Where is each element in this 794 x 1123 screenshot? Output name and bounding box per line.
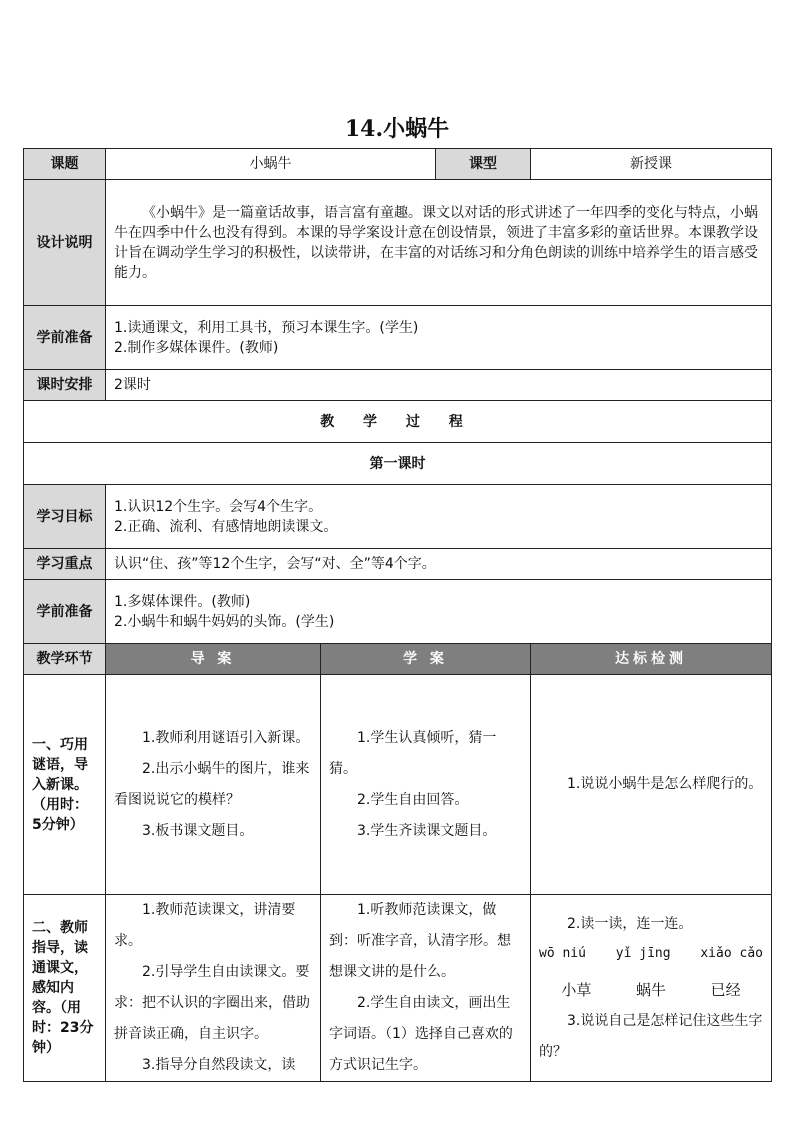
topic-value: 小蜗牛	[106, 149, 436, 180]
design-label: 设计说明	[24, 180, 106, 306]
focus-value: 认识“住、孩”等12个生字，会写“对、全”等4个字。	[106, 549, 772, 580]
guide-step: 1.教师利用谜语引入新课。	[142, 729, 310, 746]
check-step: 1.说说小蜗牛是怎么样爬行的。	[567, 776, 763, 792]
goals-items	[106, 485, 772, 549]
pinyin-row	[539, 940, 763, 974]
goal-item: 2.正确、流利、有感情地朗读课文。	[114, 518, 338, 535]
study-step: 1.听教师范读课文，做到：听准字音，认清字形。想想课文讲的是什么。	[329, 902, 511, 980]
prep2-label: 学前准备	[24, 580, 106, 644]
pinyin-item: xiǎo cǎo	[700, 945, 763, 961]
guide-step: 3.指导分自然段读文，读	[142, 1057, 296, 1073]
col-check-header: 达标检测	[531, 644, 772, 675]
stage-2-name: 二、教师指导，读通课文，感知内容。（用时：23分钟）	[24, 895, 106, 1082]
check-step: 2.读一读，连一连。	[567, 915, 693, 932]
word-item: 已经	[710, 980, 741, 999]
guide-step: 1.教师范读课文，讲清要求。	[114, 902, 296, 949]
col-guide-header: 导 案	[106, 644, 321, 675]
word-item: 小草	[561, 980, 592, 999]
word-row	[539, 974, 763, 1006]
goals-label: 学习目标	[24, 485, 106, 549]
stage-2-guide	[106, 895, 321, 1082]
type-label: 课型	[436, 149, 531, 180]
prep2-item: 2.小蜗牛和蜗牛妈妈的头饰。(学生)	[114, 613, 335, 630]
pinyin-item: yǐ jīng	[615, 945, 671, 961]
focus-label: 学习重点	[24, 549, 106, 580]
prep2-items	[106, 580, 772, 644]
prep-item: 2.制作多媒体课件。(教师)	[114, 339, 279, 356]
stage-1-guide	[106, 675, 321, 895]
schedule-value: 2课时	[106, 370, 772, 401]
stage-1-study	[321, 675, 531, 895]
stage-2-study	[321, 895, 531, 1082]
guide-step: 2.引导学生自由读课文。要求：把不认识的字圈出来，借助拼音读正确，自主识字。	[114, 964, 310, 1042]
process-title: 教 学 过 程	[24, 401, 772, 443]
study-step: 1.学生认真倾听，猜一猜。	[329, 729, 497, 777]
guide-step: 3.板书课文题目。	[142, 822, 254, 839]
pinyin-item: wō niú	[539, 945, 586, 961]
topic-label: 课题	[24, 149, 106, 180]
lesson1-title: 第一课时	[24, 443, 772, 485]
prep2-item: 1.多媒体课件。(教师)	[114, 593, 251, 610]
stage-1-name: 一、巧用谜语，导入新课。（用时：5分钟）	[24, 675, 106, 895]
col-stage-header: 教学环节	[24, 644, 106, 675]
prep-item: 1.读通课文，利用工具书，预习本课生字。(学生)	[114, 319, 419, 336]
goal-item: 1.认识12个生字。会写4个生字。	[114, 498, 323, 515]
study-step: 3.学生齐读课文题目。	[357, 822, 497, 839]
schedule-label: 课时安排	[24, 370, 106, 401]
lesson-plan-table	[23, 148, 772, 1082]
prep-label: 学前准备	[24, 306, 106, 370]
study-step: 2.学生自由读文，画出生字词语。（1）选择自己喜欢的方式识记生字。	[329, 995, 513, 1073]
prep-items	[106, 306, 772, 370]
study-step: 2.学生自由回答。	[357, 791, 469, 808]
design-text: 《小蜗牛》是一篇童话故事，语言富有童趣。课文以对话的形式讲述了一年四季的变化与特点，小蜗牛在四季中什么也没有得到。本课的导学案设计意在创设情景，领进了丰富多彩的童话世界。本课教学设计旨在调动学生学习的积极性，以读带讲，在丰富的对话练习和分角色朗读的训练中培养学生的语言感受能力。	[106, 180, 772, 306]
word-item: 蜗牛	[635, 980, 666, 999]
guide-step: 2.出示小蜗牛的图片，谁来看图说说它的模样？	[114, 760, 310, 808]
document-title: 14.小蜗牛	[344, 116, 450, 142]
stage-2-check	[531, 895, 772, 1082]
check-step: 3.说说自己是怎样记住这些生字的？	[539, 1012, 763, 1060]
type-value: 新授课	[531, 149, 772, 180]
col-study-header: 学 案	[321, 644, 531, 675]
stage-1-check	[531, 675, 772, 895]
